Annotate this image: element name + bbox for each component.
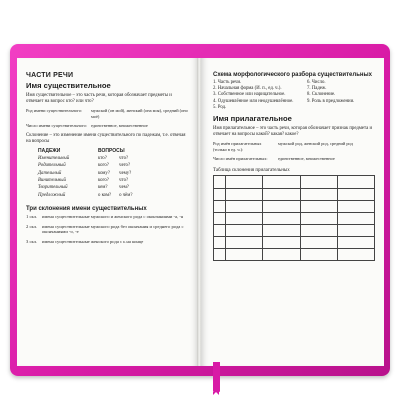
cases-header-questions: ВОПРОСЫ xyxy=(98,147,125,154)
case-name: Винительный xyxy=(38,177,66,183)
case-row xyxy=(38,171,140,178)
declension-number: 1 скл. xyxy=(26,214,38,220)
section-title: ЧАСТИ РЕЧИ xyxy=(26,72,74,79)
table-cell xyxy=(300,236,337,248)
table-cell xyxy=(214,248,226,260)
table-cell xyxy=(300,188,337,200)
table-row xyxy=(214,212,375,224)
table-cell xyxy=(337,212,374,224)
adjective-table-title: Таблица склонения прилагательных xyxy=(213,167,290,173)
table-row xyxy=(214,200,375,212)
table-cell xyxy=(300,224,337,236)
table-cell xyxy=(337,200,374,212)
case-question-inanimate: что? xyxy=(119,177,129,183)
table-cell xyxy=(226,175,263,188)
table-cell xyxy=(214,224,226,236)
declension-definition: Склонение – это изменение имени существительного по падежам, т.е. отвечая на вопросы xyxy=(26,132,186,144)
table-cell xyxy=(300,248,337,260)
case-name: Предложный xyxy=(38,192,66,198)
cases-table xyxy=(38,148,140,200)
noun-number-label: Число имени существительного: xyxy=(26,123,88,129)
noun-definition: Имя существительное – это часть речи, которая обозначает предметы и отвечает на вопрос кто? или что? xyxy=(26,93,172,104)
case-question-animate: кого? xyxy=(98,177,109,183)
cases-header-row xyxy=(38,148,140,156)
case-question-animate: кем? xyxy=(98,185,108,191)
table-cell xyxy=(337,188,374,200)
schema-item: 1. Часть речи. xyxy=(213,80,242,85)
case-question-animate: о ком? xyxy=(98,192,112,198)
table-cell xyxy=(263,236,300,248)
table-cell xyxy=(214,175,226,188)
case-name: Именительный xyxy=(38,155,70,161)
schema-item: 7. Падеж. xyxy=(307,86,327,92)
case-name: Родительный xyxy=(38,163,66,169)
case-question-animate: кто? xyxy=(98,155,107,161)
noun-gender-row xyxy=(26,108,188,119)
table-cell xyxy=(337,175,374,188)
case-question-animate: кого? xyxy=(98,163,109,169)
schema-item: 8. Склонение. xyxy=(307,92,336,98)
schema-item: 2. Начальная форма (И. п., ед. ч.). xyxy=(213,86,282,92)
table-row xyxy=(214,188,375,200)
adjective-gender-label: Род имён прилагательных (только в ед. ч.): xyxy=(213,141,262,152)
case-question-inanimate: чем? xyxy=(119,185,129,191)
adjective-definition: Имя прилагательное – это часть речи, которая обозначает признак предмета и отвечает на вопросы какой? какая? какое? xyxy=(213,126,373,138)
declension-text: имена существительные мужского и женского рода с окончаниями -а, -я xyxy=(42,214,184,220)
table-row xyxy=(214,236,375,248)
table-cell xyxy=(214,236,226,248)
case-question-inanimate: чему? xyxy=(119,170,132,176)
table-cell xyxy=(226,188,263,200)
declension-heading: Три склонения имени существительных xyxy=(26,206,147,213)
table-cell xyxy=(300,212,337,224)
table-row xyxy=(214,224,375,236)
table-cell xyxy=(214,188,226,200)
case-question-inanimate: что? xyxy=(119,155,129,161)
table-cell xyxy=(214,212,226,224)
schema-list xyxy=(213,80,375,111)
schema-heading: Схема морфологического разбора существительных xyxy=(213,72,372,78)
table-cell xyxy=(337,248,374,260)
noun-heading: Имя существительное xyxy=(26,81,111,90)
table-cell xyxy=(226,212,263,224)
cases-header-case: ПАДЕЖИ xyxy=(38,147,61,154)
table-cell xyxy=(263,248,300,260)
declension-text: имена существительные мужского рода без окончания и среднего рода с окончаниями -о, -е xyxy=(42,223,184,235)
noun-number-values: единственное, множественное xyxy=(91,123,148,129)
schema-item: 5. Род. xyxy=(213,104,227,110)
schema-item: 6. Число. xyxy=(307,80,326,85)
case-name: Дательный xyxy=(38,170,62,176)
table-row xyxy=(214,248,375,260)
schema-item: 3. Собственное или нарицательное. xyxy=(213,92,286,98)
table-cell xyxy=(226,200,263,212)
declension-row xyxy=(26,224,188,235)
adjective-number-values: единственное, множественное xyxy=(278,156,335,162)
case-row xyxy=(38,193,140,200)
case-row xyxy=(38,185,140,192)
case-name: Творительный xyxy=(38,185,68,191)
table-cell xyxy=(337,224,374,236)
table-cell xyxy=(226,248,263,260)
case-row xyxy=(38,163,140,170)
table-cell xyxy=(214,200,226,212)
table-cell xyxy=(263,188,300,200)
declension-row xyxy=(26,239,188,245)
case-question-inanimate: чего? xyxy=(119,163,131,169)
table-cell xyxy=(337,236,374,248)
noun-gender-label: Род имени существительного: xyxy=(26,108,83,113)
adjective-number-label: Число имён прилагательных: xyxy=(213,156,268,162)
table-cell xyxy=(263,200,300,212)
schema-item: 4. Одушевлённое или неодушевлённое. xyxy=(213,98,294,104)
left-page xyxy=(17,58,198,366)
table-cell xyxy=(300,175,337,188)
adjective-declension-table xyxy=(213,175,375,261)
declension-text: имена существительные женского рода с ь на конце xyxy=(42,238,144,244)
declension-row xyxy=(26,214,188,220)
declension-number: 3 скл. xyxy=(26,238,38,244)
adjective-gender-values: мужской род, женский род, средний род xyxy=(278,141,353,147)
adjective-heading: Имя прилагательное xyxy=(213,114,292,124)
adjective-number-row xyxy=(213,156,375,162)
schema-item: 9. Роль в предложении. xyxy=(307,98,355,104)
adjective-gender-row xyxy=(213,141,375,152)
case-question-inanimate: о чём? xyxy=(119,192,133,198)
table-cell xyxy=(263,175,300,188)
table-row xyxy=(214,175,375,188)
case-question-animate: кому? xyxy=(98,170,110,176)
table-cell xyxy=(263,212,300,224)
noun-gender-values: мужской (он мой), женский (она моя), средний (оно моё) xyxy=(91,108,188,119)
noun-number-row xyxy=(26,123,188,129)
bookmark-ribbon[interactable] xyxy=(213,362,220,392)
declension-number: 2 скл. xyxy=(26,223,38,229)
right-page xyxy=(201,58,384,366)
table-cell xyxy=(226,224,263,236)
table-cell xyxy=(300,200,337,212)
table-cell xyxy=(263,224,300,236)
table-cell xyxy=(226,236,263,248)
